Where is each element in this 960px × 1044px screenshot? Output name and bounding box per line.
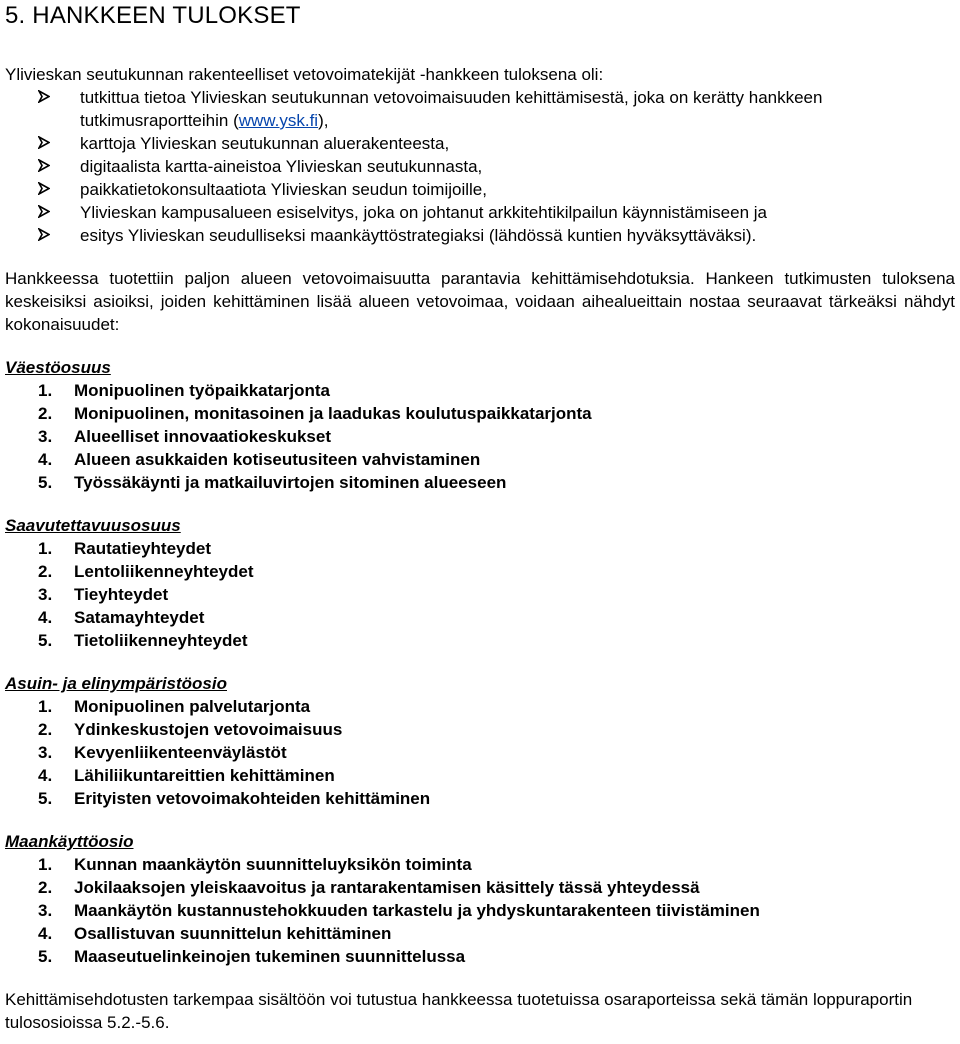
item-number: 1. xyxy=(38,539,53,558)
item-number: 2. xyxy=(38,720,53,739)
list-item xyxy=(5,471,955,494)
item-text: Kunnan maankäytön suunnitteluyksikön toiminta xyxy=(74,855,472,874)
arrowhead-bullet-icon xyxy=(38,182,50,195)
list-item xyxy=(5,402,955,425)
list-item xyxy=(5,718,955,741)
bullet-text-tail: ), xyxy=(318,111,329,130)
item-text: Maankäytön kustannustehokkuuden tarkastelu ja yhdyskuntarakenteen tiivistäminen xyxy=(74,901,760,920)
item-text: Alueelliset innovaatiokeskukset xyxy=(74,427,331,446)
item-text: Lentoliikenneyhteydet xyxy=(74,562,254,581)
bullet-text: digitaalista kartta-aineistoa Ylivieskan seutukunnasta, xyxy=(80,157,483,176)
item-text: Monipuolinen työpaikkatarjonta xyxy=(74,381,330,400)
item-number: 3. xyxy=(38,901,53,920)
document-page xyxy=(5,0,955,1034)
list-item xyxy=(5,853,955,876)
item-number: 2. xyxy=(38,562,53,581)
item-number: 2. xyxy=(38,878,53,897)
item-text: Ydinkeskustojen vetovoimaisuus xyxy=(74,720,343,739)
item-number: 1. xyxy=(38,697,53,716)
list-item xyxy=(5,876,955,899)
list-item xyxy=(5,764,955,787)
item-text: Jokilaaksojen yleiskaavoitus ja rantarakentamisen käsittely tässä yhteydessä xyxy=(74,878,700,897)
item-text: Monipuolinen palvelutarjonta xyxy=(74,697,311,716)
intro-text: Ylivieskan seutukunnan rakenteelliset vetovoimatekijät -hankkeen tuloksena oli: xyxy=(5,65,604,84)
numbered-list-maankayttoosio xyxy=(5,853,955,968)
list-item xyxy=(5,787,955,810)
website-link[interactable]: www.ysk.fi xyxy=(238,111,319,130)
bullet-text: paikkatietokonsultaatiota Ylivieskan seudun toimijoille, xyxy=(80,180,487,199)
item-number: 5. xyxy=(38,789,53,808)
item-number: 3. xyxy=(38,427,53,446)
bullet-text: karttoja Ylivieskan seutukunnan aluerakenteesta, xyxy=(80,134,450,153)
bullet-item xyxy=(5,224,955,247)
numbered-list-vaestoosuus xyxy=(5,379,955,494)
section-title-asuin-ja-elinymparistoosio: Asuin- ja elinympäristöosio xyxy=(5,674,227,693)
item-text: Osallistuvan suunnittelun kehittäminen xyxy=(74,924,392,943)
item-text: Rautatieyhteydet xyxy=(74,539,211,558)
numbered-list-saavutettavuusosuus xyxy=(5,537,955,652)
arrowhead-bullet-icon xyxy=(38,136,50,149)
item-text: Lähiliikuntareittien kehittäminen xyxy=(74,766,335,785)
item-number: 2. xyxy=(38,404,53,423)
summary-paragraph: Hankkeessa tuotettiin paljon alueen vetovoimaisuutta parantavia kehittämisehdotuksia. Hankeen tutkimusten tuloksena keskeisiksi asioiksi, joiden kehittäminen lisää alueen vetovoimaa, voidaan aihealueittain nostaa seuraavat tärkeäksi nähdyt kokonaisuudet: xyxy=(5,269,955,334)
item-number: 4. xyxy=(38,608,53,627)
list-item xyxy=(5,425,955,448)
arrowhead-bullet-icon xyxy=(38,228,50,241)
item-text: Työssäkäynti ja matkailuvirtojen sitominen alueeseen xyxy=(74,473,507,492)
item-text: Erityisten vetovoimakohteiden kehittäminen xyxy=(74,789,431,808)
item-number: 4. xyxy=(38,924,53,943)
list-item xyxy=(5,448,955,471)
item-text: Satamayhteydet xyxy=(74,608,205,627)
arrowhead-bullet-icon xyxy=(38,205,50,218)
item-text: Tieyhteydet xyxy=(74,585,169,604)
item-number: 5. xyxy=(38,631,53,650)
item-number: 5. xyxy=(38,473,53,492)
item-number: 4. xyxy=(38,766,53,785)
results-bullet-list xyxy=(5,86,955,247)
list-item xyxy=(5,606,955,629)
item-number: 4. xyxy=(38,450,53,469)
list-item xyxy=(5,695,955,718)
list-item xyxy=(5,583,955,606)
list-item xyxy=(5,379,955,402)
bullet-item xyxy=(5,155,955,178)
list-item xyxy=(5,537,955,560)
arrowhead-bullet-icon xyxy=(38,90,50,103)
bullet-item xyxy=(5,132,955,155)
section-title-saavutettavuusosuus: Saavutettavuusosuus xyxy=(5,516,181,535)
section-title-maankayttoosio: Maankäyttöosio xyxy=(5,832,134,851)
item-number: 5. xyxy=(38,947,53,966)
item-text: Alueen asukkaiden kotiseutusiteen vahvistaminen xyxy=(74,450,481,469)
bullet-item xyxy=(5,201,955,224)
item-text: Kevyenliikenteenväylästöt xyxy=(74,743,287,762)
bullet-text: Ylivieskan kampusalueen esiselvitys, joka on johtanut arkkitehtikilpailun käynnistämiseen ja xyxy=(80,203,767,222)
item-number: 1. xyxy=(38,381,53,400)
arrowhead-bullet-icon xyxy=(38,159,50,172)
list-item xyxy=(5,945,955,968)
page-title: 5. HANKKEEN TULOKSET xyxy=(5,2,301,29)
list-item xyxy=(5,629,955,652)
item-text: Maaseutuelinkeinojen tukeminen suunnittelussa xyxy=(74,947,466,966)
list-item xyxy=(5,899,955,922)
item-number: 3. xyxy=(38,585,53,604)
bullet-item xyxy=(5,178,955,201)
bullet-text: tutkittua tietoa Ylivieskan seutukunnan vetovoimaisuuden kehittämisestä, joka on kerätty hankkeen tutkimusraportteihin ( xyxy=(80,88,823,130)
bullet-text: esitys Ylivieskan seudulliseksi maankäyttöstrategiaksi (lähdössä kuntien hyväksyttäväksi). xyxy=(80,226,757,245)
numbered-list-asuin-ja-elinymparistoosio xyxy=(5,695,955,810)
list-item xyxy=(5,560,955,583)
closing-paragraph: Kehittämisehdotusten tarkempaa sisältöön voi tutustua hankkeessa tuotetuissa osaraporteissa sekä tämän loppuraportin tulososioissa 5.2.-5.6. xyxy=(5,990,913,1032)
list-item xyxy=(5,922,955,945)
list-item xyxy=(5,741,955,764)
item-text: Monipuolinen, monitasoinen ja laadukas koulutuspaikkatarjonta xyxy=(74,404,592,423)
item-text: Tietoliikenneyhteydet xyxy=(74,631,248,650)
bullet-item xyxy=(5,86,955,132)
item-number: 1. xyxy=(38,855,53,874)
section-title-vaestoosuus: Väestöosuus xyxy=(5,358,111,377)
item-number: 3. xyxy=(38,743,53,762)
